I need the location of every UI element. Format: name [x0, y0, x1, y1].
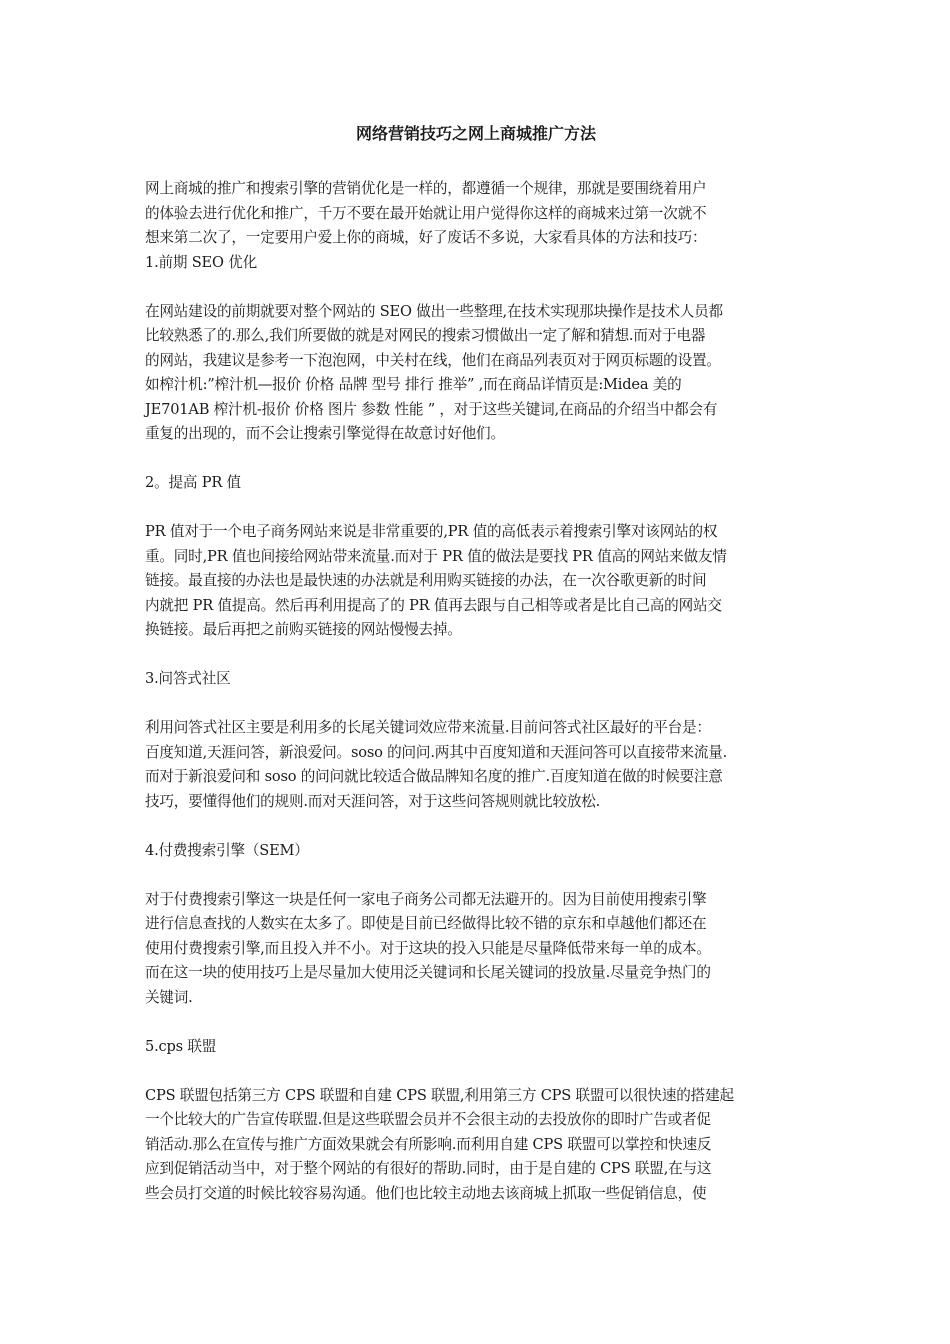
text-line: PR 值对于一个电子商务网站来说是非常重要的,PR 值的高低表示着搜索引擎对该网站的权: [145, 523, 718, 540]
text-line: 如榨汁机:”榨汁机—报价 价格 品牌 型号 排行 推举” ,而在商品详情页是:Midea 美的: [145, 376, 682, 393]
text-line: 而对于新浪爱问和 soso 的问问就比较适合做品牌知名度的推广.百度知道在做的时候要注意: [145, 768, 723, 785]
paragraph-gap: [145, 275, 807, 300]
section-heading-qa: 3.问答式社区: [145, 670, 231, 687]
paragraph-qa: [145, 716, 807, 814]
paragraph-sem: [145, 888, 807, 1011]
text-line: 内就把 PR 值提高。然后再利用提高了的 PR 值再去跟与自己相等或者是比自己高的网站交: [145, 596, 722, 614]
text-line: 想来第二次了，一定要用户爱上你的商城，好了废话不多说，大家看具体的方法和技巧：: [145, 229, 707, 246]
text-line: 比较熟悉了的.那么,我们所要做的就是对网民的搜索习惯做出一定了解和猜想.而对于电器: [145, 327, 706, 344]
text-line: 的体验去进行优化和推广，千万不要在最开始就让用户觉得你这样的商城来过第一次就不: [145, 204, 707, 222]
text-line: 技巧，要懂得他们的规则.而对天涯问答，对于这些问答规则就比较放松.: [145, 792, 601, 810]
paragraph-gap: [145, 496, 807, 521]
text-line: 在网站建设的前期就要对整个网站的 SEO 做出一些整理,在技术实现那块操作是技术人员都: [145, 302, 723, 320]
paragraph-cps: [145, 1084, 807, 1207]
text-line: 换链接。最后再把之前购买链接的网站慢慢去掉。: [145, 621, 462, 638]
document-body: [145, 120, 807, 1206]
paragraph-gap: [145, 863, 807, 888]
text-line: 应到促销活动当中，对于整个网站的有很好的帮助.同时，由于是自建的 CPS 联盟,在与这: [145, 1160, 712, 1177]
section-heading-sem: 4.付费搜索引擎（SEM）: [145, 841, 309, 859]
paragraph-gap: [145, 1059, 807, 1084]
text-line: 进行信息查找的人数实在太多了。即使是目前已经做得比较不错的京东和卓越他们都还在: [145, 915, 707, 932]
paragraph-intro: [145, 177, 807, 251]
text-line: 使用付费搜索引擎,而且投入并不小。对于这块的投入只能是尽量降低带来每一单的成本。: [145, 939, 711, 957]
text-line: 重。同时,PR 值也间接给网站带来流量.而对于 PR 值的做法是要找 PR 值高的网站来做友情: [145, 547, 727, 565]
text-line: JE701AB 榨汁机-报价 价格 图片 参数 性能 ” ，对于这些关键词,在商品的介绍当中都会有: [145, 400, 718, 418]
paragraph-gap: [145, 447, 807, 472]
text-line: 的网站，我建议是参考一下泡泡网，中关村在线，他们在商品列表页对于网页标题的设置。: [145, 351, 721, 369]
text-line: 对于付费搜索引擎这一块是任何一家电子商务公司都无法避开的。因为目前使用搜索引擎: [145, 890, 707, 908]
text-line: 网上商城的推广和搜索引擎的营销优化是一样的，都遵循一个规律，那就是要围绕着用户: [145, 180, 707, 197]
paragraph-gap: [145, 692, 807, 717]
text-line: 重复的出现的，而不会让搜索引擎觉得在故意讨好他们。: [145, 425, 505, 442]
paragraph-gap: [145, 1010, 807, 1035]
paragraph-seo: [145, 300, 807, 447]
text-line: 些会员打交道的时候比较容易沟通。他们也比较主动地去该商城上抓取一些促销信息，使: [145, 1184, 707, 1202]
text-line: 而在这一块的使用技巧上是尽量加大使用泛关键词和长尾关键词的投放量.尽量竞争热门的: [145, 964, 711, 981]
paragraph-pr: [145, 520, 807, 643]
text-line: 销活动.那么在宣传与推广方面效果就会有所影响.而利用自建 CPS 联盟可以掌控和快速反: [145, 1135, 712, 1153]
section-heading-seo: 1.前期 SEO 优化: [145, 253, 257, 271]
text-line: 关键词.: [145, 988, 193, 1006]
text-line: 一个比较大的广告宣传联盟.但是这些联盟会员并不会很主动的去投放你的即时广告或者促: [145, 1111, 711, 1128]
paragraph-gap: [145, 814, 807, 839]
text-line: 百度知道,天涯问答，新浪爱问。soso 的问问.两其中百度知道和天涯问答可以直接带来流量.: [145, 743, 728, 761]
paragraph-gap: [145, 643, 807, 668]
text-line: CPS 联盟包括第三方 CPS 联盟和自建 CPS 联盟,利用第三方 CPS 联盟可以很快速的搭建起: [145, 1086, 734, 1104]
section-heading-pr: 2。提高 PR 值: [145, 474, 241, 491]
text-line: 链接。最直接的办法也是最快速的办法就是利用购买链接的办法，在一次谷歌更新的时间: [145, 572, 707, 589]
text-line: 利用问答式社区主要是利用多的长尾关键词效应带来流量.目前问答式社区最好的平台是：: [145, 719, 711, 736]
document-title: 网络营销技巧之网上商城推广方法: [355, 124, 596, 143]
section-heading-cps: 5.cps 联盟: [145, 1037, 217, 1055]
